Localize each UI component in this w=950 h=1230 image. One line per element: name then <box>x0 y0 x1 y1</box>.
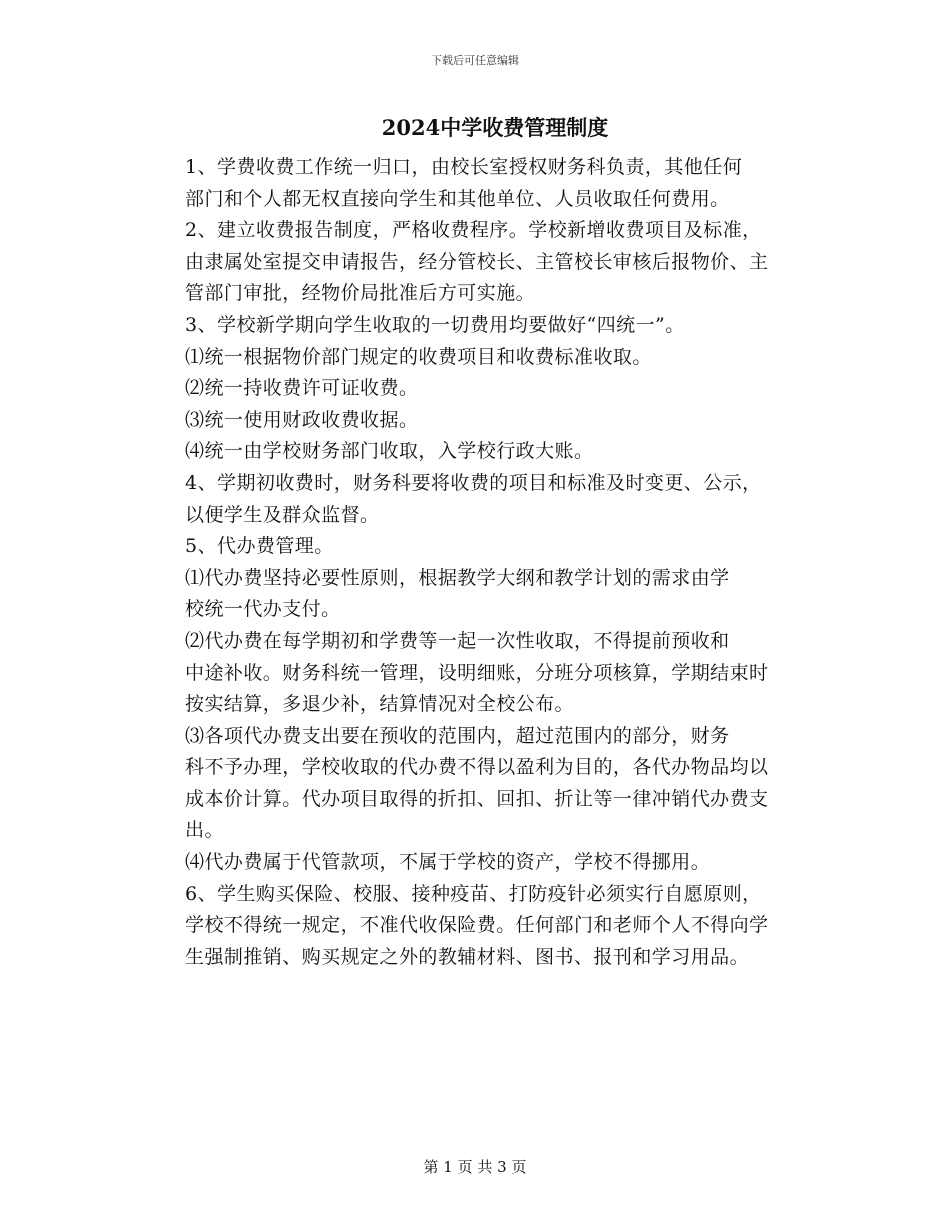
paragraph-line: ⑵代办费在每学期初和学费等一起一次性收取，不得提前预收和 <box>185 629 730 652</box>
paragraph-line: 中途补收。财务科统一管理，设明细账，分班分项核算，学期结束时 <box>185 661 769 684</box>
paragraph-line: 由隶属处室提交申请报告，经分管校长、主管校长审核后报物价、主 <box>185 250 769 273</box>
page-footer: 第 1 页 共 3 页 <box>423 1158 527 1176</box>
header-note: 下载后可任意编辑 <box>431 54 519 67</box>
paragraph-line: 校统一代办支付。 <box>185 598 341 621</box>
paragraph <box>142 436 822 468</box>
paragraph-line: 科不予办理，学校收取的代办费不得以盈利为目的，各代办物品均以 <box>185 756 769 779</box>
paragraph-line: ⑶统一使用财政收费收据。 <box>185 408 419 431</box>
paragraph-line: 出。 <box>185 819 224 842</box>
paragraph-line: 生强制推销、购买规定之外的教辅材料、图书、报刊和学习用品。 <box>185 945 750 968</box>
paragraph <box>142 342 822 374</box>
paragraph <box>142 405 822 437</box>
paragraph-line: 以便学生及群众监督。 <box>185 503 380 526</box>
paragraph <box>142 310 822 342</box>
paragraph-line: ⑴统一根据物价部门规定的收费项目和收费标准收取。 <box>185 345 652 368</box>
paragraph <box>142 879 822 974</box>
paragraph-line: 5、代办费管理。 <box>185 535 334 558</box>
paragraph-line: 按实结算，多退少补，结算情况对全校公布。 <box>185 693 575 716</box>
document-body <box>142 152 822 973</box>
paragraph <box>142 468 822 531</box>
paragraph-line: ⑷代办费属于代管款项，不属于学校的资产，学校不得挪用。 <box>185 851 711 874</box>
paragraph <box>142 721 822 847</box>
paragraph-line: ⑵统一持收费许可证收费。 <box>185 377 419 400</box>
paragraph-line: 4、学期初收费时，财务科要将收费的项目和标准及时变更、公示， <box>185 471 762 494</box>
paragraph-line: 管部门审批，经物价局批准后方可实施。 <box>185 282 536 305</box>
paragraph <box>142 152 822 215</box>
paragraph <box>142 847 822 879</box>
paragraph <box>142 563 822 626</box>
paragraph <box>142 373 822 405</box>
paragraph-line: ⑷统一由学校财务部门收取，入学校行政大账。 <box>185 440 594 463</box>
paragraph-line: 成本价计算。代办项目取得的折扣、回扣、折让等一律冲销代办费支 <box>185 787 769 810</box>
paragraph-line: 1、学费收费工作统一归口，由校长室授权财务科负责，其他任何 <box>185 156 743 178</box>
paragraph-line: 2、建立收费报告制度，严格收费程序。学校新增收费项目及标准， <box>185 219 762 242</box>
paragraph <box>142 215 822 310</box>
paragraph-line: 6、学生购买保险、校服、接种疫苗、打防疫针必须实行自愿原则， <box>185 882 762 905</box>
paragraph <box>142 626 822 721</box>
paragraph-line: 部门和个人都无权直接向学生和其他单位、人员收取任何费用。 <box>185 187 730 210</box>
document-title: 2024中学收费管理制度 <box>381 115 609 140</box>
paragraph-line: 3、学校新学期向学生收取的一切费用均要做好“四统一”。 <box>185 313 685 336</box>
paragraph-line: ⑴代办费坚持必要性原则，根据教学大纲和教学计划的需求由学 <box>185 566 730 589</box>
paragraph-line: ⑶各项代办费支出要在预收的范围内，超过范围内的部分，财务 <box>185 724 730 747</box>
paragraph <box>142 531 822 563</box>
paragraph-line: 学校不得统一规定，不准代收保险费。任何部门和老师个人不得向学 <box>185 914 769 937</box>
